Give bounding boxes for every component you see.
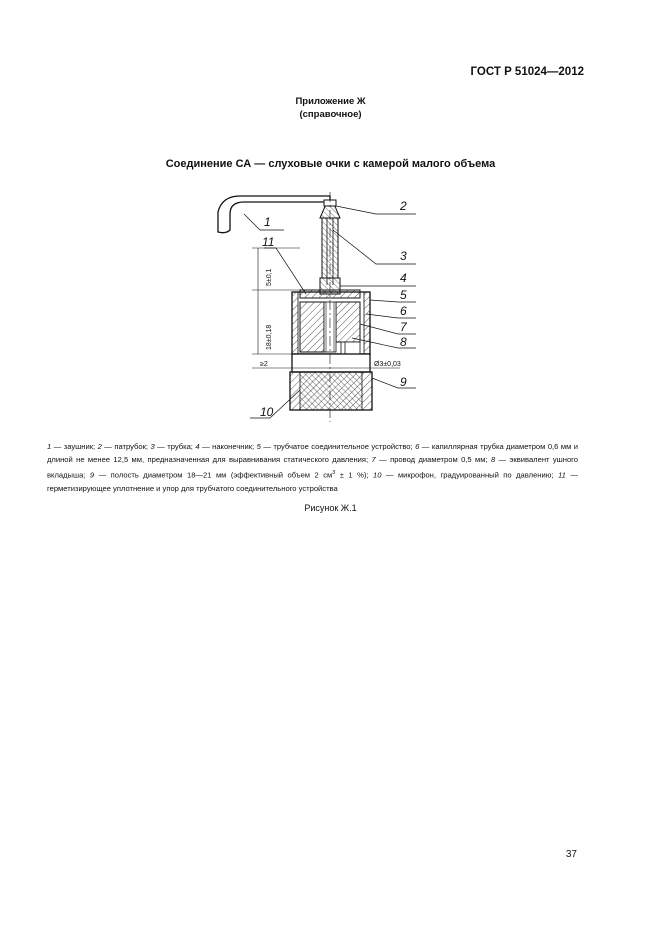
ear-hook [218, 196, 330, 233]
callout-5: 5 [400, 288, 407, 302]
ear-insert-right [336, 302, 360, 342]
callout-1: 1 [264, 215, 271, 229]
microphone-collar [292, 354, 370, 372]
dimension-gap: ≥2 [260, 361, 268, 368]
callout-7: 7 [400, 320, 407, 334]
dimension-5: 5±0,1 [266, 268, 273, 286]
callout-4: 4 [400, 271, 407, 285]
figure-caption: Рисунок Ж.1 [304, 503, 357, 513]
callout-10: 10 [260, 405, 274, 419]
technical-drawing [200, 190, 430, 430]
standard-header: ГОСТ Р 51024—2012 [470, 66, 584, 78]
dimension-18: 18±0,18 [266, 324, 273, 350]
ear-insert-left [300, 302, 324, 352]
appendix-title: Приложение Ж [295, 96, 366, 107]
figure-legend: 1 — заушник; 2 — патрубок; 3 — трубка; 4 — наконечник; 5 — трубчатое соединительное устройство; 6 — капиллярная трубка диаметром 0,6 мм и длиной не менее 12,5 мм, предназначенная для выравнивания статического давления; 7 — провод диаметром 0,5 мм; 8 — эквивалент ушного вкладыша; 9 — полость диаметром 18—21 мм (эффективный объем 2 $см^3 \pm 1$ %); 10 — микрофон, градуированный по давлению; 11 — герметизирующее уплотнение и упор для трубчатого соединительного устройства [47, 442, 579, 493]
appendix-subtitle: (справочное) [299, 109, 362, 120]
page-number: 37 [565, 849, 577, 860]
dimension-diameter: Ø3±0,03 [374, 361, 401, 368]
callout-3: 3 [400, 249, 407, 263]
callout-6: 6 [400, 304, 407, 318]
callout-11: 11 [262, 235, 275, 249]
callout-2: 2 [400, 199, 407, 213]
callout-9: 9 [400, 375, 407, 389]
callout-8: 8 [400, 335, 407, 349]
figure-title: Соединение СА — слуховые очки с камерой малого объема [165, 158, 496, 170]
